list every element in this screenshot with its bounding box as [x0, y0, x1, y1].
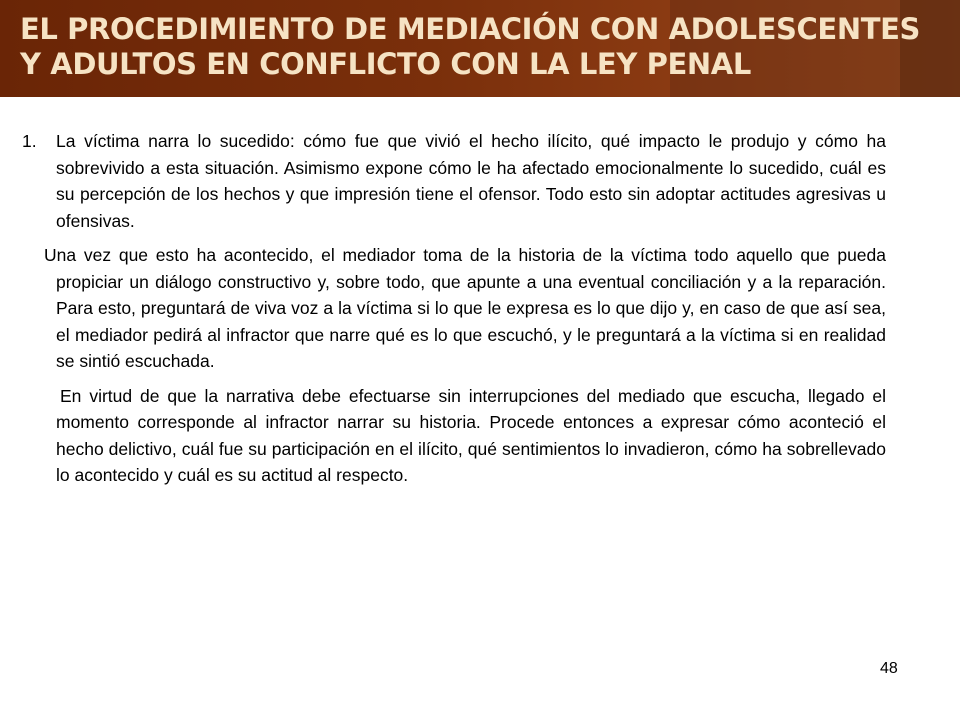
body-paragraph-2: Una vez que esto ha acontecido, el mediador toma de la historia de la víctima todo aquello que pueda propiciar un diálogo constructivo y, sobre todo, que apunte a una eventual conciliación y a la reparación. Para esto, preguntará de viva voz a la víctima si lo que le expresa es lo que dijo y, en caso de que así sea, el mediador pedirá al infractor que narre qué es lo que escuchó, y le preguntará a la víctima si en realidad se sintió escuchada. [44, 245, 886, 371]
title-banner [0, 0, 960, 97]
item-number: 1. [22, 131, 37, 151]
slide-title-line-2: Y ADULTOS EN CONFLICTO CON LA LEY PENAL [20, 47, 751, 81]
page-number: 48 [880, 660, 898, 677]
body-paragraph-3: En virtud de que la narrativa debe efectuarse sin interrupciones del mediado que escucha, llegado el momento corresponde al infractor narrar su historia. Procede entonces a expresar cómo aconteció el hecho delictivo, cuál fue su participación en el ilícito, qué sentimientos lo invadieron, cómo ha sobrellevado lo acontecido y cuál es su actitud al respecto. [56, 385, 886, 485]
numbered-item-1 [22, 128, 886, 234]
slide-title-line-1: EL PROCEDIMIENTO DE MEDIACIÓN CON ADOLESCENTES [20, 12, 920, 46]
item-text: La víctima narra lo sucedido: cómo fue que vivió el hecho ilícito, qué impacto le produjo y cómo ha sobrevivido a esta situación. Asimismo expone cómo le ha afectado emocionalmente lo sucedido, cuál es su percepción de los hechos y que impresión tiene el ofensor. Todo esto sin adoptar actitudes agresivas u ofensivas. [56, 131, 886, 231]
slide-body [22, 128, 886, 489]
slide-title [20, 12, 950, 82]
